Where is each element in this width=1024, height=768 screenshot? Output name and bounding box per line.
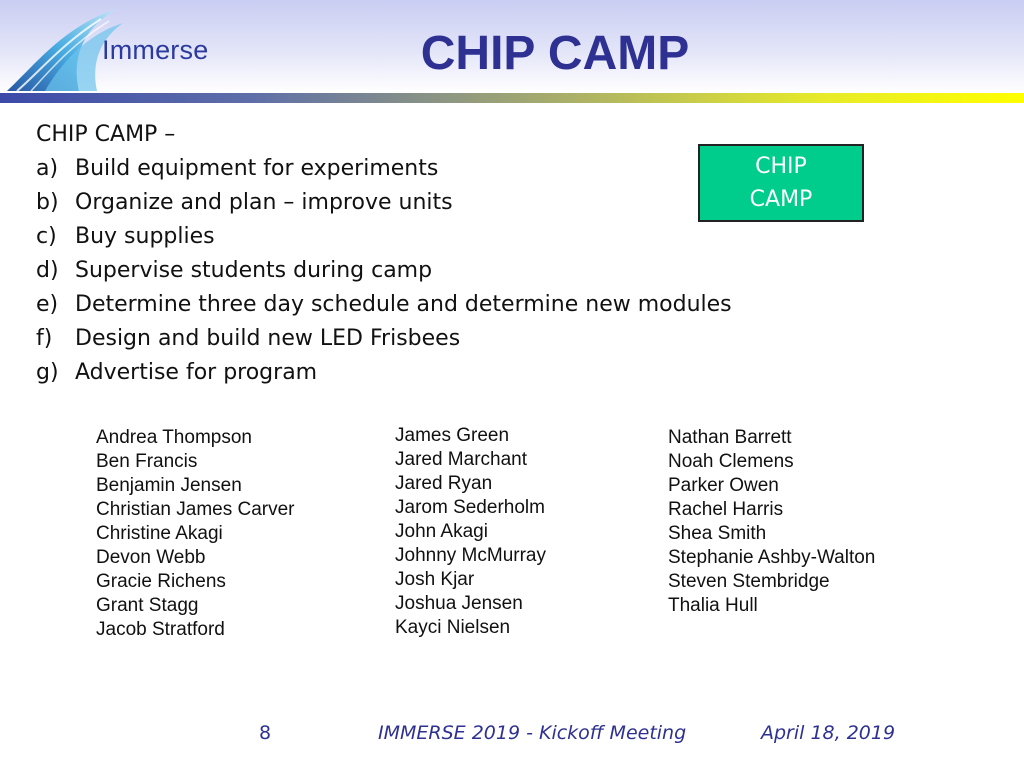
name-item: Grant Stagg <box>96 595 199 616</box>
name-item: Christian James Carver <box>96 499 295 520</box>
list-item: e) Determine three day schedule and determine new modules <box>36 292 732 317</box>
name-item: Rachel Harris <box>668 499 784 520</box>
name-item: Ben Francis <box>96 451 198 472</box>
name-item: Stephanie Ashby-Walton <box>668 547 876 568</box>
immerse-logo <box>5 5 235 93</box>
name-item: Benjamin Jensen <box>96 475 242 496</box>
name-item: Joshua Jensen <box>395 593 523 614</box>
name-item: James Green <box>395 425 510 446</box>
list-item: d) Supervise students during camp <box>36 258 433 283</box>
chip-camp-box <box>698 144 864 222</box>
name-item: Jacob Stratford <box>96 619 225 640</box>
name-item: Steven Stembridge <box>668 571 830 592</box>
list-item: a) Build equipment for experiments <box>36 156 439 181</box>
names-column-1 <box>96 426 295 642</box>
list-item: b) Organize and plan – improve units <box>36 190 453 215</box>
name-item: Jared Marchant <box>395 449 528 470</box>
name-item: Gracie Richens <box>96 571 226 592</box>
name-item: Parker Owen <box>668 475 779 496</box>
names-column-3 <box>668 426 875 618</box>
header-accent-bar <box>0 93 1024 103</box>
task-list-section <box>36 118 796 390</box>
task-list-intro: CHIP CAMP – <box>36 122 176 147</box>
footer-meeting: IMMERSE 2019 - Kickoff Meeting <box>378 722 687 744</box>
name-item: Shea Smith <box>668 523 767 544</box>
page-number: 8 <box>259 722 272 744</box>
list-item: g) Advertise for program <box>36 360 318 385</box>
footer-date: April 18, 2019 <box>761 722 896 744</box>
chip-box-line1: CHIP <box>755 154 807 179</box>
name-item: Jarom Sederholm <box>395 497 545 518</box>
slide-title: CHIP CAMP <box>420 27 690 80</box>
list-item: f) Design and build new LED Frisbees <box>36 326 461 351</box>
chip-box-line2: CAMP <box>749 187 813 212</box>
logo-text: Immerse <box>102 35 209 65</box>
name-item: Nathan Barrett <box>668 427 792 448</box>
name-item: John Akagi <box>395 521 488 542</box>
list-item: c) Buy supplies <box>36 224 215 249</box>
name-item: Andrea Thompson <box>96 427 252 448</box>
name-item: Johnny McMurray <box>395 545 546 566</box>
name-item: Devon Webb <box>96 547 206 568</box>
task-list <box>36 152 796 390</box>
name-item: Jared Ryan <box>395 473 493 494</box>
names-column-2 <box>395 424 546 640</box>
name-item: Kayci Nielsen <box>395 617 511 638</box>
name-item: Josh Kjar <box>395 569 475 590</box>
name-item: Christine Akagi <box>96 523 223 544</box>
name-item: Thalia Hull <box>668 595 758 616</box>
name-item: Noah Clemens <box>668 451 794 472</box>
